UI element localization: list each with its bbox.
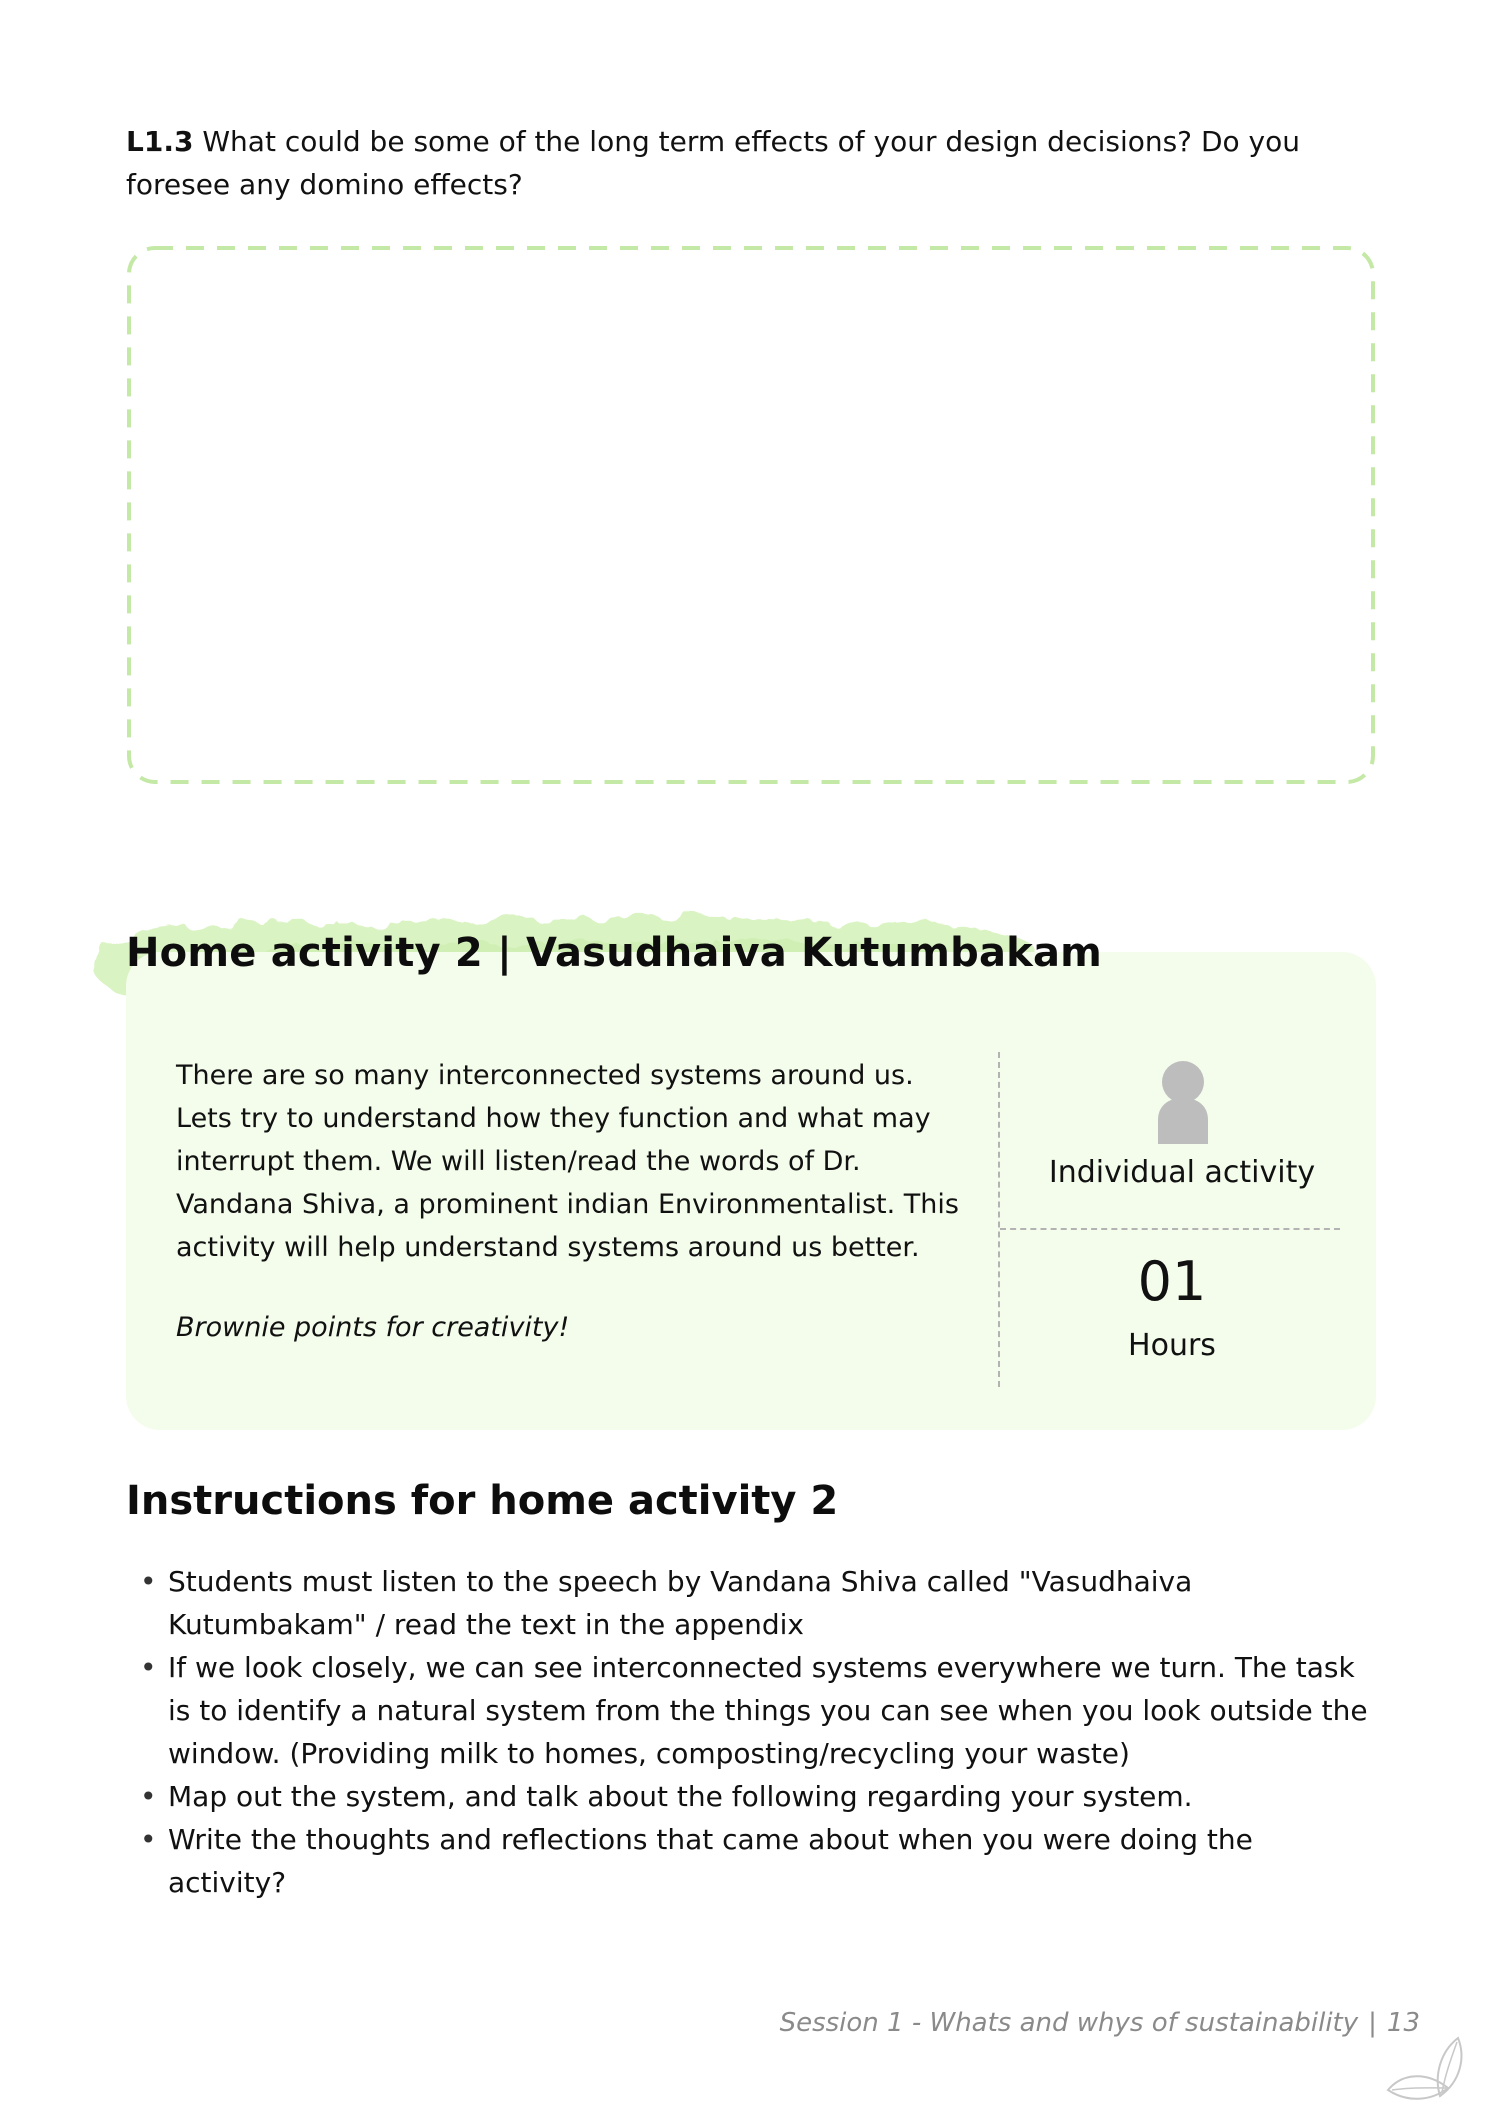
question-l1-3	[126, 120, 1376, 206]
list-item: • Students must listen to the speech by Vandana Shiva called "Vasudhaiva Kutumbakam" / read the text in the appendix	[126, 1560, 1376, 1646]
activity-title: Home activity 2 | Vasudhaiva Kutumbakam	[126, 930, 1103, 976]
page-footer	[780, 2008, 1420, 2038]
list-item: • Write the thoughts and reflections that came about when you were doing the activity?	[126, 1818, 1376, 1904]
card-vertical-divider	[998, 1052, 1000, 1387]
list-item: • If we look closely, we can see interconnected systems everywhere we turn. The task is to identify a natural system from the things you can see when you look outside the window. (Providing milk to homes, composting/recycling your waste)	[126, 1646, 1376, 1775]
page-number: 13	[1386, 2008, 1420, 2038]
answer-box[interactable]	[126, 245, 1376, 785]
answer-box-border	[126, 245, 1376, 785]
activity-type: Individual activity	[1048, 1155, 1316, 1190]
activity-bonus-note: Brownie points for creativity!	[176, 1312, 570, 1343]
question-number: L1.3	[126, 125, 194, 158]
person-icon	[1152, 1058, 1214, 1148]
duration-value: 01	[1137, 1250, 1207, 1313]
list-item: • Map out the system, and talk about the following regarding your system.	[126, 1775, 1376, 1818]
instructions-heading: Instructions for home activity 2	[126, 1478, 839, 1524]
footer-separator: |	[1368, 2008, 1377, 2038]
question-text: What could be some of the long term effects of your design decisions? Do you foresee any domino effects?	[126, 125, 1300, 201]
activity-description: There are so many interconnected systems around us. Lets try to understand how they function and what may interrupt them. We will listen/read the words of Dr. Vandana Shiva, a prominent indian Environmentalist. This activity will help understand systems around us better.	[176, 1060, 959, 1263]
leaf-icon	[1378, 2030, 1468, 2124]
card-horizontal-divider	[1000, 1228, 1340, 1230]
duration-unit: Hours	[1128, 1328, 1216, 1363]
instructions-list	[126, 1560, 1376, 1904]
footer-session: Session 1 - Whats and whys of sustainability	[779, 2008, 1359, 2038]
